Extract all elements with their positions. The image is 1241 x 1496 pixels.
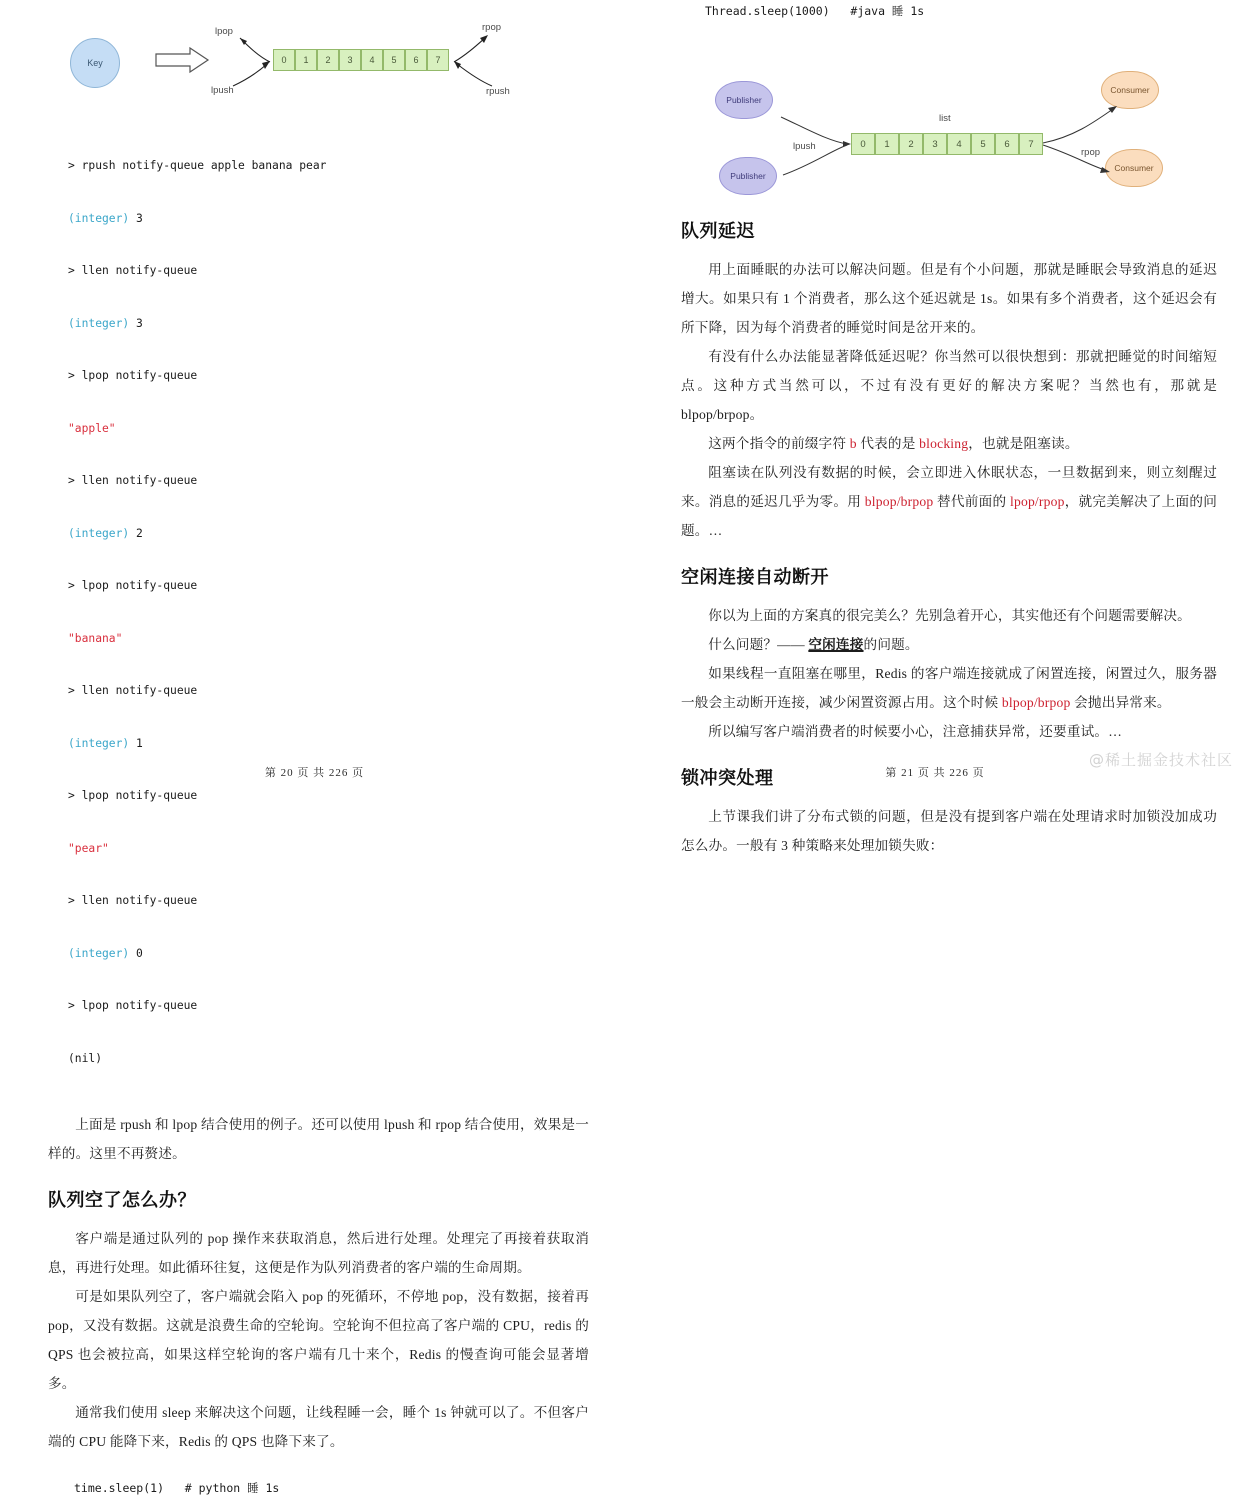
list-label: list xyxy=(939,113,951,124)
code-line: > lpop notify-queue xyxy=(68,579,198,592)
list-cell: 3 xyxy=(923,133,947,155)
delay-p4-text-b: 替代前面的 xyxy=(933,494,1010,509)
python-sleep-snippet: time.sleep(1) # python 睡 1s xyxy=(74,1481,280,1495)
key-node-label: Key xyxy=(87,58,103,68)
list-cell: 1 xyxy=(875,133,899,155)
idle-paragraph-3 xyxy=(681,659,1217,717)
list-cells xyxy=(851,133,1043,155)
heading-queue-delay: 队列延迟 xyxy=(681,221,755,242)
list-cell: 6 xyxy=(405,49,427,71)
lpop-label: lpop xyxy=(215,26,233,37)
code-line: > llen notify-queue xyxy=(68,684,198,697)
publisher-label: Publisher xyxy=(726,95,762,105)
paragraph-1: 客户端是通过队列的 pop 操作来获取消息，然后进行处理。处理完了再接着获取消息，再进行处理。如此循环往复，这便是作为队列消费者的客户端的生命周期。 xyxy=(48,1231,589,1275)
keyword-blpop-brpop: blpop/brpop xyxy=(864,494,934,509)
consumer-label: Consumer xyxy=(1110,85,1150,95)
code-line: > rpush notify-queue apple banana pear xyxy=(68,159,327,172)
list-cell: 3 xyxy=(339,49,361,71)
idle-p3-text-b: 会抛出异常来。 xyxy=(1070,695,1171,710)
delay-p3-text-b: 代表的是 xyxy=(856,436,920,451)
code-line: > lpop notify-queue xyxy=(68,999,198,1012)
rpush-label: rpush xyxy=(486,86,510,97)
delay-p4-text-a: 阻塞读在队列没有数据的时候，会立即进入休眠状态，一旦数据到来，则立刻醒过来。消息的延迟几乎为零。用 xyxy=(681,465,1217,509)
keyword-lpop-rpop: lpop/rpop xyxy=(1009,494,1065,509)
code-line: "pear" xyxy=(68,841,109,855)
delay-paragraph-2: 有没有什么办法能显著降低延迟呢？你当然可以很快想到：那就把睡觉的时间缩短点。这种方式当然可以，不过有没有更好的解决方案呢？当然也有，那就是 blpop/brpop。 xyxy=(681,349,1217,422)
list-cells xyxy=(273,49,449,71)
paragraph-3: 通常我们使用 sleep 来解决这个问题，让线程睡一会，睡个 1s 钟就可以了。不但客户端的 CPU 能降下来，Redis 的 QPS 也降下来了。 xyxy=(48,1405,589,1449)
lpush-label: lpush xyxy=(211,85,234,96)
lock-paragraph-1: 上节课我们讲了分布式锁的问题，但是没有提到客户端在处理请求时加锁没加成功怎么办。一般有 3 种策略来处理加锁失败： xyxy=(681,809,1217,853)
right-page-column xyxy=(629,0,1241,853)
keyword-b: b xyxy=(849,436,857,451)
idle-p2-text-a: 什么问题？—— xyxy=(708,637,809,652)
code-line: > llen notify-queue xyxy=(68,474,198,487)
idle-connection-emphasis: 空闲连接 xyxy=(808,637,864,652)
idle-p2-text-b: 的问题。 xyxy=(863,637,919,652)
delay-p3-text-c: ，也就是阻塞读。 xyxy=(968,436,1079,451)
watermark: @稀土掘金技术社区 xyxy=(1088,751,1233,769)
idle-paragraph-4: 所以编写客户端消费者的时候要小心，注意捕获异常，还要重试。… xyxy=(708,724,1122,739)
code-line: (integer) 0 xyxy=(68,946,143,960)
list-cell: 5 xyxy=(383,49,405,71)
list-cell: 1 xyxy=(295,49,317,71)
list-cell: 7 xyxy=(427,49,449,71)
pubsub-queue-diagram xyxy=(681,33,1217,183)
redis-cli-code-block xyxy=(68,122,589,1102)
delay-p4-text-c: ，就完美解决了上面的问题。… xyxy=(681,494,1218,538)
code-line: (integer) 2 xyxy=(68,526,143,540)
list-cell: 2 xyxy=(899,133,923,155)
consumer-label: Consumer xyxy=(1114,163,1154,173)
rpop-label: rpop xyxy=(1081,147,1101,158)
keyword-blpop-brpop: blpop/brpop xyxy=(1001,695,1071,710)
list-cell: 7 xyxy=(1019,133,1043,155)
idle-paragraph-1: 你以为上面的方案真的很完美么？先别急着开心，其实他还有个问题需要解决。 xyxy=(708,608,1191,623)
delay-paragraph-1: 用上面睡眠的办法可以解决问题。但是有个小问题，那就是睡眠会导致消息的延迟增大。如果只有 1 个消费者，那么这个延迟就是 1s。如果有多个消费者，这个延迟会有所下降，因为每个消费者的睡觉时间是岔开来的。 xyxy=(681,262,1217,335)
keyword-blocking: blocking xyxy=(919,436,969,451)
code-line: > llen notify-queue xyxy=(68,264,198,277)
publisher-label: Publisher xyxy=(730,171,766,181)
delay-p3-text-a: 这两个指令的前缀字符 xyxy=(708,436,850,451)
idle-p3-text-a: 如果线程一直阻塞在哪里，Redis 的客户端连接就成了闲置连接，闲置过久，服务器一般会主动断开连接，减少闲置资源占用。这个时候 xyxy=(681,666,1217,710)
heading-queue-empty: 队列空了怎么办？ xyxy=(48,1190,196,1211)
idle-paragraph-2 xyxy=(681,630,1217,659)
code-line: > lpop notify-queue xyxy=(68,789,198,802)
code-line: "banana" xyxy=(68,631,123,645)
rpop-label: rpop xyxy=(482,22,502,33)
heading-idle-disconnect: 空闲连接自动断开 xyxy=(681,567,829,588)
code-line: (integer) 3 xyxy=(68,211,143,225)
code-line: (nil) xyxy=(68,1051,103,1065)
list-cell: 0 xyxy=(273,49,295,71)
redis-list-diagram xyxy=(48,0,589,112)
code-line: > llen notify-queue xyxy=(68,894,198,907)
code-line: > lpop notify-queue xyxy=(68,369,198,382)
paragraph-2: 可是如果队列空了，客户端就会陷入 pop 的死循环，不停地 pop，没有数据，接着再 pop，又没有数据。这就是浪费生命的空轮询。空轮询不但拉高了客户端的 CPU，redis 的 QPS 也会被拉高，如果这样空轮询的客户端有几十来个，Redis 的慢查询可能会显著增多。 xyxy=(48,1289,589,1391)
delay-paragraph-4 xyxy=(681,458,1217,545)
list-cell: 5 xyxy=(971,133,995,155)
list-cell: 4 xyxy=(947,133,971,155)
lpush-label: lpush xyxy=(793,141,816,152)
heading-lock-conflict: 锁冲突处理 xyxy=(681,768,774,789)
list-cell: 0 xyxy=(851,133,875,155)
delay-paragraph-3 xyxy=(681,429,1217,458)
list-cell: 4 xyxy=(361,49,383,71)
left-page-footer: 第 20 页 共 226 页 xyxy=(264,767,365,779)
code-line: "apple" xyxy=(68,421,116,435)
list-cell: 6 xyxy=(995,133,1019,155)
list-cell: 2 xyxy=(317,49,339,71)
paragraph-intro: 上面是 rpush 和 lpop 结合使用的例子。还可以使用 lpush 和 rpop 结合使用，效果是一样的。这里不再赘述。 xyxy=(48,1117,589,1161)
right-page-footer: 第 21 页 共 226 页 xyxy=(885,767,985,779)
code-line: (integer) 3 xyxy=(68,316,143,330)
java-sleep-snippet: Thread.sleep(1000) #java 睡 1s xyxy=(705,4,925,18)
code-line: (integer) 1 xyxy=(68,736,143,750)
